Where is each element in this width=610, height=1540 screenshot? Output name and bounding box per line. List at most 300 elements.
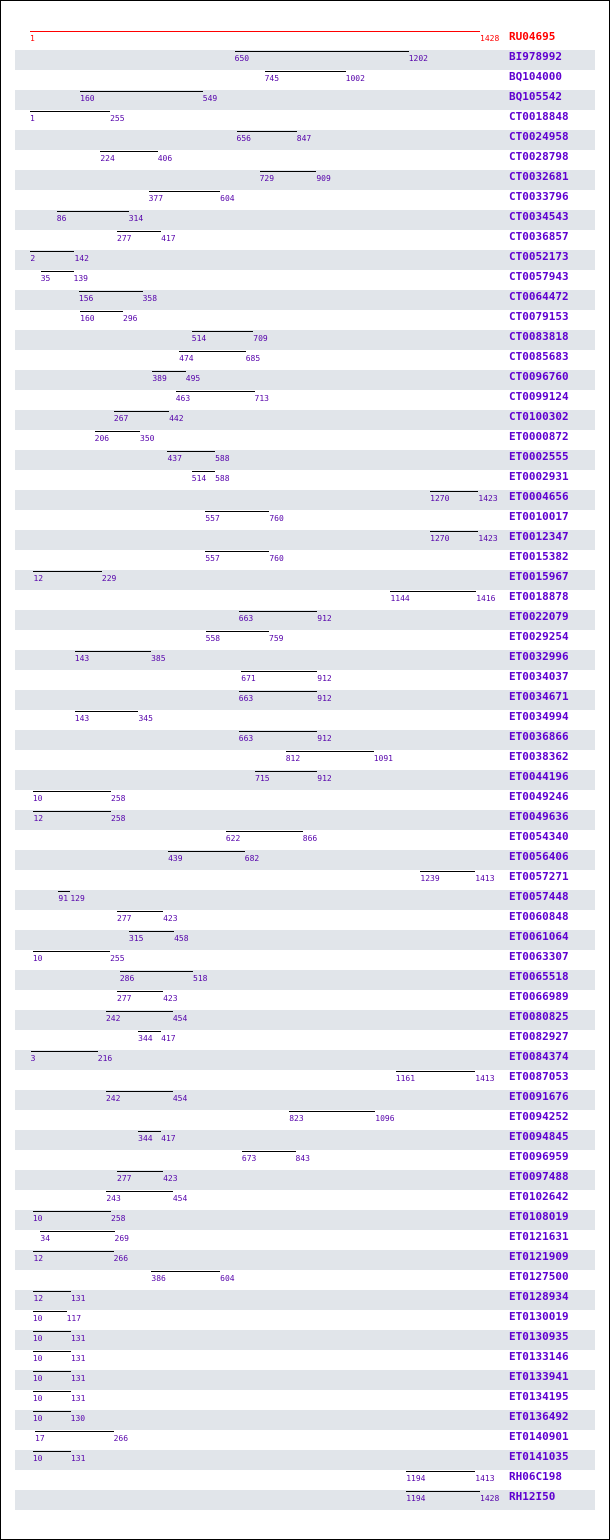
hit-start-label: 650 xyxy=(234,54,250,63)
hit-start-label: 344 xyxy=(138,1034,153,1043)
hit-line xyxy=(117,911,163,912)
hit-accession-link[interactable]: BI978992 xyxy=(509,50,562,63)
hit-end-label: 229 xyxy=(101,574,117,583)
hit-line xyxy=(289,1111,375,1112)
hit-accession-link[interactable]: ET0057448 xyxy=(509,890,569,903)
hit-start-label: 277 xyxy=(117,914,132,923)
hit-start-label: 143 xyxy=(74,714,90,723)
hit-line xyxy=(168,851,245,852)
hit-line xyxy=(255,771,317,772)
hit-line xyxy=(33,1451,71,1452)
hit-end-label: 423 xyxy=(163,994,178,1003)
hit-accession-link[interactable]: ET0121631 xyxy=(509,1230,569,1243)
hit-accession-link[interactable]: CT0032681 xyxy=(509,170,569,183)
hit-row xyxy=(15,1110,595,1130)
hit-start-label: 557 xyxy=(205,554,220,563)
hit-row xyxy=(15,1390,595,1410)
hit-accession-link[interactable]: ET0121909 xyxy=(509,1250,569,1263)
hit-line xyxy=(406,1471,475,1472)
hit-line xyxy=(179,351,246,352)
hit-line xyxy=(35,1431,114,1432)
hit-end-label: 866 xyxy=(302,834,318,843)
hit-line xyxy=(406,1491,480,1492)
hit-start-label: 277 xyxy=(117,994,132,1003)
hit-end-label: 258 xyxy=(111,794,126,803)
hit-start-label: 277 xyxy=(117,1174,132,1183)
hit-end-label: 142 xyxy=(74,254,89,263)
hit-row xyxy=(15,510,595,530)
hit-start-label: 1 xyxy=(30,114,35,123)
hit-end-label: 588 xyxy=(215,474,230,483)
hit-end-label: 130 xyxy=(70,1414,86,1423)
hit-accession-link[interactable]: CT0096760 xyxy=(509,370,569,383)
hit-start-label: 10 xyxy=(32,1454,43,1463)
hit-start-label: 242 xyxy=(105,1094,121,1103)
hit-line xyxy=(75,651,151,652)
hit-line xyxy=(106,1091,173,1092)
hit-accession-link[interactable]: ET0133146 xyxy=(509,1350,569,1363)
hit-line xyxy=(80,91,203,92)
hit-line xyxy=(235,51,409,52)
hit-accession-link[interactable]: ET0087053 xyxy=(509,1070,569,1083)
hit-row xyxy=(15,530,595,550)
hit-accession-link[interactable]: ET0056406 xyxy=(509,850,569,863)
hit-accession-link[interactable]: ET0049636 xyxy=(509,810,569,823)
hit-line xyxy=(390,591,476,592)
hit-row xyxy=(15,1310,595,1330)
hit-accession-link[interactable]: ET0015382 xyxy=(509,550,569,563)
hit-row xyxy=(15,270,595,290)
hit-accession-link[interactable]: CT0018848 xyxy=(509,110,569,123)
hit-start-label: 386 xyxy=(151,1274,166,1283)
hit-end-label: 912 xyxy=(317,694,332,703)
hit-accession-link[interactable]: ET0061064 xyxy=(509,930,569,943)
hit-row xyxy=(15,1250,595,1270)
hit-end-label: 1096 xyxy=(375,1114,395,1123)
hit-accession-link[interactable]: CT0099124 xyxy=(509,390,569,403)
hit-start-label: 663 xyxy=(238,694,254,703)
hit-end-label: 131 xyxy=(70,1374,86,1383)
hit-row xyxy=(15,690,595,710)
hit-accession-link[interactable]: CT0100302 xyxy=(509,410,569,423)
hit-row xyxy=(15,190,595,210)
hit-row xyxy=(15,350,595,370)
hit-row xyxy=(15,570,595,590)
hit-row xyxy=(15,430,595,450)
hit-row xyxy=(15,1330,595,1350)
hit-start-label: 715 xyxy=(255,774,270,783)
hit-end-label: 314 xyxy=(128,214,144,223)
hit-end-label: 358 xyxy=(142,294,158,303)
hit-start-label: 671 xyxy=(241,674,256,683)
hit-accession-link[interactable]: ET0097488 xyxy=(509,1170,569,1183)
hit-row xyxy=(15,1470,595,1490)
hit-end-label: 266 xyxy=(113,1434,129,1443)
hit-row xyxy=(15,550,595,570)
hit-line xyxy=(205,551,269,552)
hit-accession-link[interactable]: CT0083818 xyxy=(509,330,569,343)
hit-row xyxy=(15,210,595,230)
hit-end-label: 258 xyxy=(111,1214,126,1223)
hit-end-label: 129 xyxy=(70,894,85,903)
hit-end-label: 685 xyxy=(245,354,261,363)
hit-end-label: 423 xyxy=(163,914,178,923)
hit-accession-link[interactable]: ET0134195 xyxy=(509,1390,569,1403)
hit-line xyxy=(80,311,123,312)
hit-line xyxy=(79,291,143,292)
hit-row xyxy=(15,1270,595,1290)
hit-accession-link[interactable]: ET0022079 xyxy=(509,610,569,623)
hit-start-label: 91 xyxy=(58,894,69,903)
hit-accession-link[interactable]: ET0002931 xyxy=(509,470,569,483)
hit-row xyxy=(15,610,595,630)
hit-start-label: 1194 xyxy=(406,1474,426,1483)
hit-end-label: 1413 xyxy=(475,1074,495,1083)
hit-end-label: 518 xyxy=(193,974,208,983)
hit-accession-link[interactable]: ET0054340 xyxy=(509,830,569,843)
hit-accession-link[interactable]: ET0136492 xyxy=(509,1410,569,1423)
hit-row xyxy=(15,590,595,610)
hit-end-label: 588 xyxy=(215,454,230,463)
hit-start-label: 557 xyxy=(205,514,220,523)
hit-accession-link[interactable]: ET0133941 xyxy=(509,1370,569,1383)
hit-row xyxy=(15,1070,595,1090)
hit-accession-link[interactable]: ET0130019 xyxy=(509,1310,569,1323)
hit-accession-link[interactable]: ET0063307 xyxy=(509,950,569,963)
hit-line xyxy=(33,791,111,792)
hit-row xyxy=(15,230,595,250)
hit-end-label: 417 xyxy=(161,234,176,243)
hit-start-label: 745 xyxy=(264,74,280,83)
hit-row xyxy=(15,90,595,110)
hit-line xyxy=(58,891,70,892)
hit-row xyxy=(15,670,595,690)
hit-accession-link[interactable]: ET0034994 xyxy=(509,710,569,723)
hit-start-label: 10 xyxy=(32,1414,43,1423)
hit-end-label: 1416 xyxy=(476,594,496,603)
hit-end-label: 549 xyxy=(202,94,218,103)
hit-end-label: 1202 xyxy=(408,54,428,63)
hit-row xyxy=(15,450,595,470)
hit-accession-link[interactable]: ET0094252 xyxy=(509,1110,569,1123)
hit-end-label: 604 xyxy=(220,194,235,203)
hit-end-label: 139 xyxy=(73,274,88,283)
hit-row xyxy=(15,70,595,90)
hit-start-label: 10 xyxy=(32,1334,43,1343)
hit-row xyxy=(15,310,595,330)
hit-line xyxy=(57,211,129,212)
hit-line xyxy=(30,111,110,112)
hit-accession-link[interactable]: CT0033796 xyxy=(509,190,569,203)
hit-row xyxy=(15,1050,595,1070)
hit-end-label: 258 xyxy=(111,814,126,823)
hit-accession-link[interactable]: ET0130935 xyxy=(509,1330,569,1343)
hit-line xyxy=(117,1171,163,1172)
hit-line xyxy=(117,991,163,992)
hit-start-label: 673 xyxy=(241,1154,257,1163)
hit-line xyxy=(33,951,110,952)
hit-end-label: 912 xyxy=(317,774,332,783)
hit-line xyxy=(33,1411,71,1412)
hit-start-label: 12 xyxy=(33,574,44,583)
hit-line xyxy=(120,971,193,972)
hit-end-label: 266 xyxy=(113,1254,129,1263)
hit-row xyxy=(15,970,595,990)
hit-line xyxy=(33,571,101,572)
hit-row xyxy=(15,1490,595,1510)
hit-accession-link[interactable]: CT0024958 xyxy=(509,130,569,143)
hit-start-label: 315 xyxy=(129,934,144,943)
hit-start-label: 823 xyxy=(289,1114,304,1123)
hit-accession-link[interactable]: ET0108019 xyxy=(509,1210,569,1223)
hit-row xyxy=(15,390,595,410)
hit-accession-link[interactable]: ET0080825 xyxy=(509,1010,569,1023)
query-end-label: 1428 xyxy=(480,34,500,43)
hit-start-label: 344 xyxy=(138,1134,153,1143)
hit-end-label: 495 xyxy=(185,374,201,383)
hit-accession-link[interactable]: ET0004656 xyxy=(509,490,569,503)
hit-accession-link[interactable]: ET0091676 xyxy=(509,1090,569,1103)
hit-row xyxy=(15,1210,595,1230)
hit-accession-link[interactable]: RH12I50 xyxy=(509,1490,556,1503)
hit-start-label: 86 xyxy=(56,214,67,223)
hit-accession-link[interactable]: ET0015967 xyxy=(509,570,569,583)
hit-row xyxy=(15,1410,595,1430)
hit-end-label: 760 xyxy=(269,554,284,563)
hit-accession-link[interactable]: BQ105542 xyxy=(509,90,562,103)
hit-line xyxy=(265,71,346,72)
hit-end-label: 682 xyxy=(244,854,260,863)
hit-row xyxy=(15,150,595,170)
hit-row xyxy=(15,1090,595,1110)
hit-line xyxy=(260,171,317,172)
hit-start-label: 514 xyxy=(191,474,207,483)
hit-line xyxy=(138,1031,161,1032)
hit-row xyxy=(15,410,595,430)
hit-accession-link[interactable]: CT0057943 xyxy=(509,270,569,283)
hit-accession-link[interactable]: ET0032996 xyxy=(509,650,569,663)
hit-accession-link[interactable]: ET0000872 xyxy=(509,430,569,443)
hit-accession-link[interactable]: ET0065518 xyxy=(509,970,569,983)
hit-line xyxy=(176,391,255,392)
hit-line xyxy=(151,1271,220,1272)
hit-start-label: 622 xyxy=(225,834,241,843)
hit-end-label: 131 xyxy=(70,1394,86,1403)
hit-line xyxy=(40,1231,114,1232)
query-row xyxy=(15,30,595,50)
hit-row xyxy=(15,470,595,490)
hit-line xyxy=(33,1391,71,1392)
hit-start-label: 377 xyxy=(148,194,164,203)
hit-start-label: 160 xyxy=(80,94,95,103)
hit-accession-link[interactable]: ET0102642 xyxy=(509,1190,569,1203)
hit-end-label: 269 xyxy=(114,1234,129,1243)
hit-row xyxy=(15,930,595,950)
hit-accession-link[interactable]: ET0127500 xyxy=(509,1270,569,1283)
hit-line xyxy=(192,471,215,472)
hit-accession-link[interactable]: ET0044196 xyxy=(509,770,569,783)
hit-start-label: 1194 xyxy=(406,1494,426,1503)
hit-start-label: 156 xyxy=(78,294,94,303)
hit-row xyxy=(15,630,595,650)
hit-accession-link[interactable]: ET0082927 xyxy=(509,1030,569,1043)
hit-line xyxy=(129,931,174,932)
hit-line xyxy=(241,671,317,672)
hit-line xyxy=(31,1051,98,1052)
hit-accession-link[interactable]: ET0128934 xyxy=(509,1290,569,1303)
hit-accession-link[interactable]: ET0034037 xyxy=(509,670,569,683)
hit-end-label: 442 xyxy=(169,414,184,423)
hit-accession-link[interactable]: ET0140901 xyxy=(509,1430,569,1443)
hit-start-label: 1270 xyxy=(430,534,450,543)
hit-line xyxy=(75,711,139,712)
hit-start-label: 267 xyxy=(113,414,129,423)
hit-end-label: 1091 xyxy=(373,754,393,763)
hit-accession-link[interactable]: ET0060848 xyxy=(509,910,569,923)
hit-accession-link[interactable]: BQ104000 xyxy=(509,70,562,83)
hit-row xyxy=(15,1370,595,1390)
hit-end-label: 759 xyxy=(269,634,284,643)
hit-row xyxy=(15,290,595,310)
hit-start-label: 35 xyxy=(40,274,51,283)
hit-accession-link[interactable]: ET0049246 xyxy=(509,790,569,803)
hit-end-label: 417 xyxy=(161,1034,176,1043)
hit-accession-link[interactable]: CT0028798 xyxy=(509,150,569,163)
hit-row xyxy=(15,1350,595,1370)
hit-accession-link[interactable]: CT0064472 xyxy=(509,290,569,303)
hit-row xyxy=(15,890,595,910)
hit-start-label: 474 xyxy=(179,354,194,363)
hit-accession-link[interactable]: ET0018878 xyxy=(509,590,569,603)
hit-end-label: 1423 xyxy=(478,494,498,503)
hit-accession-link[interactable]: ET0057271 xyxy=(509,870,569,883)
hit-accession-link[interactable]: CT0036857 xyxy=(509,230,569,243)
hit-accession-link[interactable]: ET0141035 xyxy=(509,1450,569,1463)
hit-line xyxy=(33,1311,67,1312)
hit-line xyxy=(30,251,74,252)
hit-accession-link[interactable]: ET0029254 xyxy=(509,630,569,643)
hit-row xyxy=(15,650,595,670)
hit-end-label: 713 xyxy=(254,394,269,403)
hit-line xyxy=(430,531,478,532)
hit-accession-link[interactable]: CT0079153 xyxy=(509,310,569,323)
hit-accession-link[interactable]: ET0096959 xyxy=(509,1150,569,1163)
hit-line xyxy=(33,1291,71,1292)
hit-end-label: 417 xyxy=(161,1134,176,1143)
hit-end-label: 458 xyxy=(174,934,189,943)
hit-end-label: 454 xyxy=(172,1194,188,1203)
hit-line xyxy=(33,1251,113,1252)
hit-start-label: 1161 xyxy=(395,1074,416,1083)
query-start-label: 1 xyxy=(30,34,35,43)
hit-start-label: 663 xyxy=(238,614,254,623)
hit-accession-link[interactable]: ET0034671 xyxy=(509,690,569,703)
hit-line xyxy=(286,751,374,752)
hit-accession-link[interactable]: CT0085683 xyxy=(509,350,569,363)
hit-end-label: 912 xyxy=(317,734,332,743)
hit-start-label: 1144 xyxy=(390,594,410,603)
hit-line xyxy=(206,631,269,632)
hit-end-label: 1423 xyxy=(478,534,498,543)
hit-start-label: 243 xyxy=(106,1194,121,1203)
hit-accession-link[interactable]: RH06C198 xyxy=(509,1470,562,1483)
hit-row xyxy=(15,770,595,790)
hit-end-label: 423 xyxy=(163,1174,178,1183)
query-line xyxy=(30,31,480,32)
hit-line xyxy=(205,511,269,512)
hit-row xyxy=(15,1170,595,1190)
hit-row xyxy=(15,790,595,810)
hit-accession-link[interactable]: ET0036866 xyxy=(509,730,569,743)
hit-row xyxy=(15,1450,595,1470)
hit-start-label: 10 xyxy=(32,794,43,803)
hit-end-label: 255 xyxy=(110,954,125,963)
hit-start-label: 10 xyxy=(32,1354,43,1363)
hit-accession-link[interactable]: CT0052173 xyxy=(509,250,569,263)
hit-start-label: 1239 xyxy=(420,874,440,883)
hit-start-label: 514 xyxy=(191,334,207,343)
hit-line xyxy=(33,811,111,812)
hit-accession-link[interactable]: ET0084374 xyxy=(509,1050,569,1063)
hit-end-label: 296 xyxy=(123,314,138,323)
hit-row xyxy=(15,1150,595,1170)
hit-accession-link[interactable]: CT0034543 xyxy=(509,210,569,223)
hit-accession-link[interactable]: ET0002555 xyxy=(509,450,569,463)
hit-end-label: 843 xyxy=(295,1154,310,1163)
hit-start-label: 286 xyxy=(119,974,135,983)
hit-line xyxy=(239,691,318,692)
hit-row xyxy=(15,950,595,970)
hit-accession-link[interactable]: ET0094845 xyxy=(509,1130,569,1143)
hit-start-label: 242 xyxy=(105,1014,121,1023)
hit-row xyxy=(15,50,595,70)
hit-row xyxy=(15,810,595,830)
hit-start-label: 729 xyxy=(259,174,275,183)
hit-line xyxy=(237,131,297,132)
hit-end-label: 131 xyxy=(70,1294,86,1303)
hit-start-label: 2 xyxy=(30,254,36,263)
hit-accession-link[interactable]: ET0010017 xyxy=(509,510,569,523)
hit-line xyxy=(95,431,140,432)
hit-end-label: 1428 xyxy=(480,1494,500,1503)
query-accession-link[interactable]: RU04695 xyxy=(509,30,556,43)
hit-accession-link[interactable]: ET0012347 xyxy=(509,530,569,543)
hit-line xyxy=(33,1371,71,1372)
hit-row xyxy=(15,130,595,150)
hit-end-label: 1413 xyxy=(475,874,495,883)
hit-line xyxy=(226,831,303,832)
hit-end-label: 912 xyxy=(317,614,332,623)
hit-start-label: 224 xyxy=(100,154,115,163)
hit-row xyxy=(15,1190,595,1210)
hit-start-label: 10 xyxy=(32,1214,43,1223)
hit-row xyxy=(15,1430,595,1450)
hit-line xyxy=(106,1011,173,1012)
hit-accession-link[interactable]: ET0066989 xyxy=(509,990,569,1003)
hit-row xyxy=(15,850,595,870)
hit-row xyxy=(15,490,595,510)
hit-line xyxy=(33,1211,111,1212)
hit-end-label: 760 xyxy=(269,514,284,523)
hit-row xyxy=(15,990,595,1010)
hit-line xyxy=(100,151,157,152)
hit-accession-link[interactable]: ET0038362 xyxy=(509,750,569,763)
hit-start-label: 277 xyxy=(117,234,132,243)
hit-row xyxy=(15,330,595,350)
hit-line xyxy=(41,271,74,272)
hit-end-label: 604 xyxy=(220,1274,235,1283)
hit-line xyxy=(33,1331,71,1332)
